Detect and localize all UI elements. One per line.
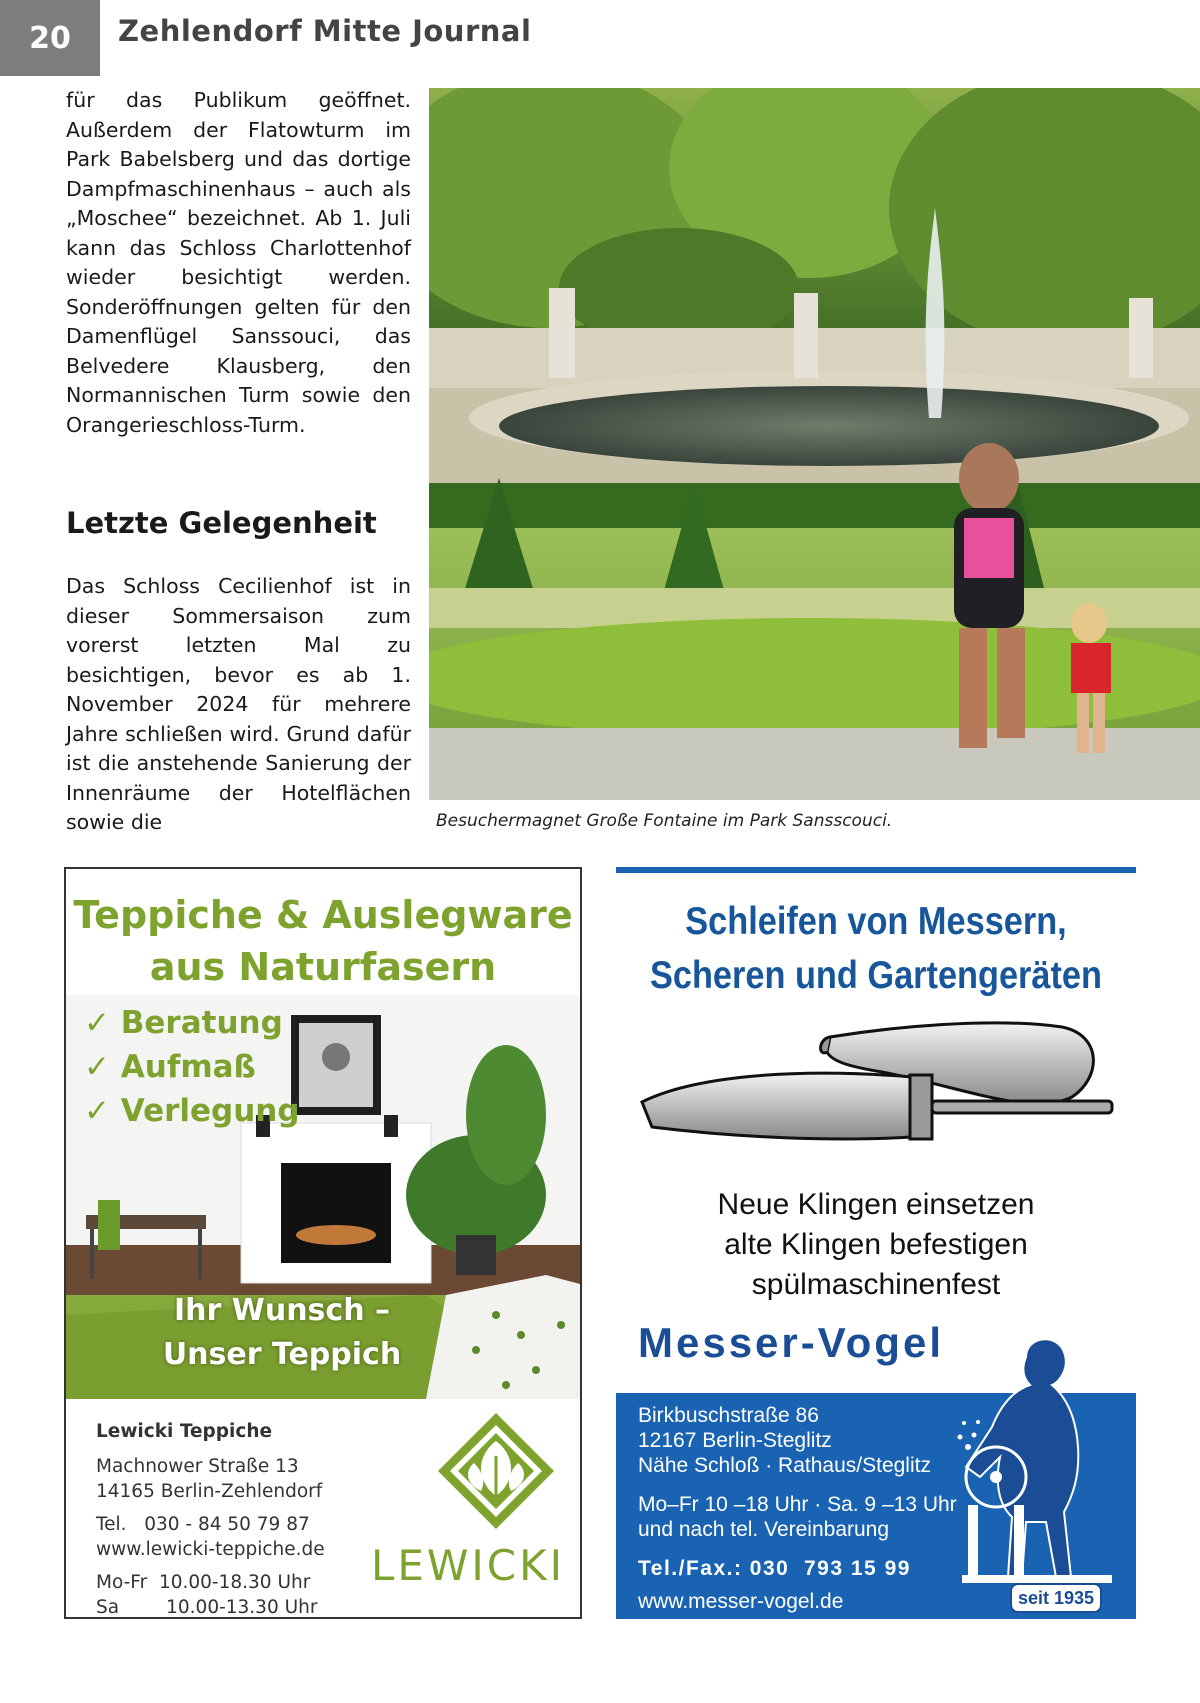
check-icon: ✓ [84,1005,110,1041]
journal-title: Zehlendorf Mitte Journal [118,14,532,48]
service-item [84,1001,300,1045]
ad-lewicki-title-line2: aus Naturfasern [149,945,497,989]
address-city: 12167 Berlin-Steglitz [638,1429,832,1452]
hours-weekday: Mo-Fr 10.00-18.30 Uhr [96,1572,311,1593]
website: www.messer-vogel.de [638,1590,844,1613]
check-icon: ✓ [84,1093,110,1129]
section-heading: Letzte Gelegenheit [66,506,377,540]
lewicki-advertisement [64,867,582,1619]
address-street: Machnower Straße 13 [96,1456,299,1477]
service-item [84,1045,300,1089]
opening-hours: Mo–Fr 10 –18 Uhr · Sa. 9 –13 Uhr [638,1493,957,1516]
park-fountain-photo [429,88,1200,800]
messer-vogel-advertisement [616,867,1136,1619]
address-street: Birkbuschstraße 86 [638,1404,819,1427]
opening-hours-extra: und nach tel. Vereinbarung [638,1518,890,1541]
service-label: Aufmaß [120,1049,256,1085]
ad-top-bar [616,867,1136,873]
feature-item: alte Klingen befestigen [724,1228,1028,1261]
ad-messer-contact [638,1403,957,1614]
leaf-logo-icon [436,1411,556,1531]
feature-item: Neue Klingen einsetzen [717,1188,1035,1221]
grinder-figure-icon [956,1327,1126,1587]
article-paragraph-1: für das Publikum geöffnet. Außerdem der Flatowturm im Park Babelsberg und das dortige Dampfmaschinenhaus – auch als „Moschee“ bezeichnet. Ab 1. Juli kann das Schloss Charlottenhof wieder besichtigt werden. Sonderöffnungen gelten für den Damenflügel Sanssouci, das Belvedere Klausberg, den Normannischen Turm sowie den Orangerieschloss-Turm. [66,88,411,437]
ad-lewicki-title [66,889,580,993]
phone-number: Tel./Fax.: 030 793 15 99 [638,1557,911,1580]
slogan-line2: Unser Teppich [162,1337,402,1372]
ad-messer-title-line2: Scheren und Gartengeräten [649,954,1102,997]
ad-messer-title [647,895,1105,1003]
knife-icon [632,1017,1122,1167]
ad-lewicki-services [84,1001,300,1133]
messer-vogel-brand: Messer-Vogel [638,1319,944,1366]
address-near: Nähe Schloß · Rathaus/Steglitz [638,1454,931,1477]
ad-lewicki-slogan [152,1289,412,1377]
hours-saturday: Sa 10.00-13.30 Uhr [96,1597,318,1618]
address-city: 14165 Berlin-Zehlendorf [96,1481,323,1502]
service-label: Beratung [120,1005,283,1041]
photo-caption: Besuchermagnet Große Fontaine im Park Sansscouci. [436,811,893,831]
ad-lewicki-contact [96,1419,325,1619]
company-name: Lewicki Teppiche [96,1421,273,1442]
since-badge: seit 1935 [1010,1583,1102,1613]
page-number: 20 [0,0,100,76]
article-paragraph-2: Das Schloss Cecilienhof ist in dieser Sommersaison zum vorerst letzten Mal zu besichtigen, bevor es ab 1. November 2024 für mehrere Jahre schließen wird. Grund dafür ist die anstehende Sanierung der Innenräume der Hotelflächen sowie die [66,574,411,834]
check-icon: ✓ [84,1049,110,1085]
ad-messer-features [616,1185,1136,1305]
slogan-line1: Ihr Wunsch – [173,1293,390,1328]
ad-messer-title-line1: Schleifen von Messern, [685,900,1067,943]
ad-lewicki-title-line1: Teppiche & Auslegware [73,893,573,937]
feature-item: spülmaschinenfest [751,1268,1001,1301]
website: www.lewicki-teppiche.de [96,1539,325,1560]
service-label: Verlegung [120,1093,300,1129]
lewicki-logo-text: LEWICKI [370,1541,566,1590]
phone-number: Tel. 030 - 84 50 79 87 [96,1514,310,1535]
service-item [84,1089,300,1133]
